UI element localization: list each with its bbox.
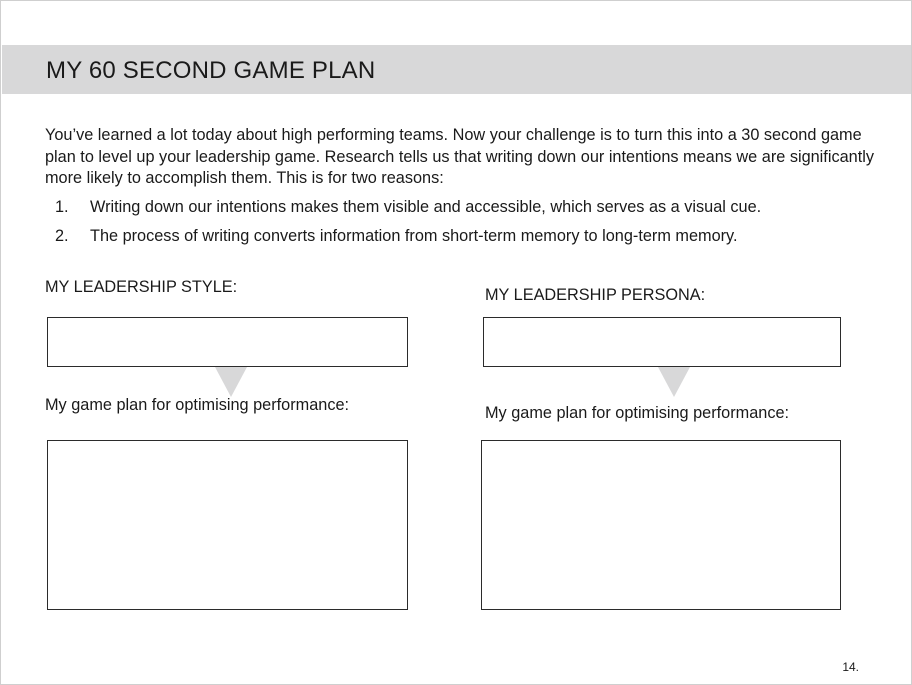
down-arrow-icon (215, 367, 247, 397)
title-bar (2, 45, 911, 94)
right-game-plan-input-box[interactable] (481, 440, 841, 610)
page-title: MY 60 SECOND GAME PLAN (46, 57, 376, 84)
reason-number: 1. (55, 198, 69, 216)
leadership-style-heading: MY LEADERSHIP STYLE: (45, 278, 238, 296)
right-game-plan-label: My game plan for optimising performance: (485, 404, 790, 422)
down-arrow-icon (658, 367, 690, 397)
left-game-plan-input-box[interactable] (47, 440, 408, 610)
leadership-persona-input-box[interactable] (483, 317, 841, 367)
page-number: 14. (842, 660, 859, 674)
intro-paragraph: You’ve learned a lot today about high performing teams. Now your challenge is to turn this into a 30 second game plan to level up your leadership game. Research tells us that writing down our intentions means we are significantly more likely to accomplish them. This is for two reasons: (45, 126, 874, 187)
reason-item-2 (45, 226, 875, 255)
reason-number: 2. (55, 227, 69, 245)
reasons-list (45, 197, 875, 255)
reason-item-1 (45, 197, 875, 226)
leadership-persona-heading: MY LEADERSHIP PERSONA: (485, 286, 706, 304)
reason-text: The process of writing converts information from short-term memory to long-term memory. (90, 227, 738, 245)
reason-text: Writing down our intentions makes them visible and accessible, which serves as a visual cue. (90, 198, 762, 216)
left-game-plan-label: My game plan for optimising performance: (45, 396, 350, 414)
leadership-style-input-box[interactable] (47, 317, 408, 367)
